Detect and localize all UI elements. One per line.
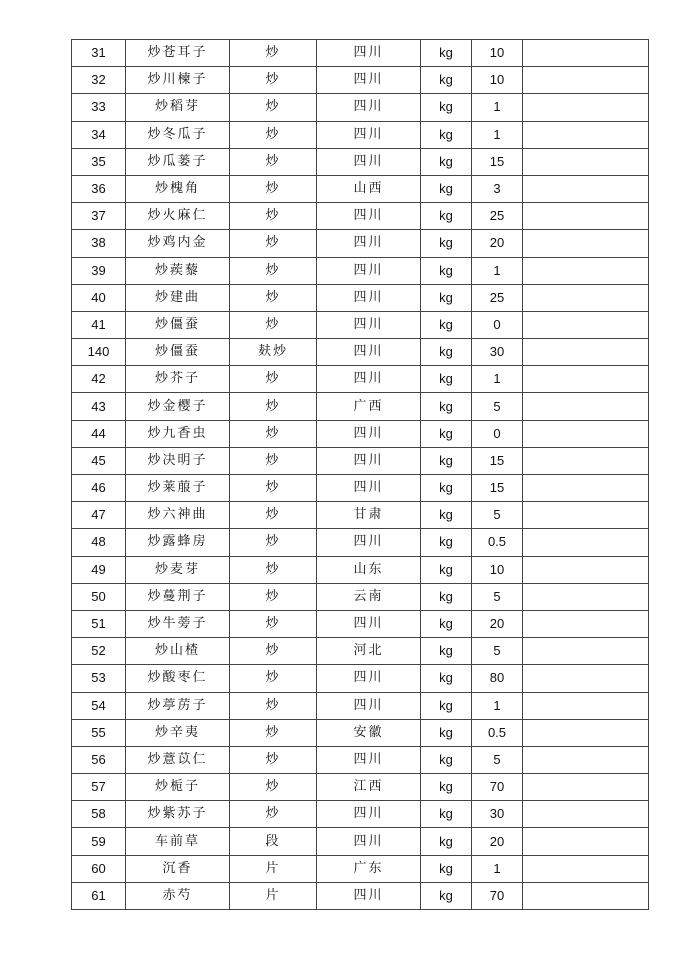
origin-cell: 四川 [317,284,421,311]
herb-name-cell: 炒火麻仁 [126,203,230,230]
row-number-cell: 48 [72,529,126,556]
note-cell [523,801,649,828]
origin-cell: 四川 [317,94,421,121]
note-cell [523,203,649,230]
row-number-cell: 39 [72,257,126,284]
quantity-cell: 30 [472,339,523,366]
herb-name-cell: 炒薏苡仁 [126,746,230,773]
row-number-cell: 46 [72,475,126,502]
quantity-cell: 5 [472,583,523,610]
quantity-cell: 70 [472,774,523,801]
herb-name-cell: 炒僵蚕 [126,311,230,338]
table-row [72,475,649,502]
herb-name-cell: 车前草 [126,828,230,855]
unit-cell: kg [421,583,472,610]
note-cell [523,67,649,94]
process-method-cell: 炒 [230,257,317,284]
note-cell [523,121,649,148]
quantity-cell: 3 [472,175,523,202]
herb-name-cell: 炒稻芽 [126,94,230,121]
herb-name-cell: 炒僵蚕 [126,339,230,366]
quantity-cell: 1 [472,366,523,393]
table-row [72,40,649,67]
unit-cell: kg [421,203,472,230]
row-number-cell: 36 [72,175,126,202]
note-cell [523,855,649,882]
note-cell [523,339,649,366]
herb-name-cell: 沉香 [126,855,230,882]
note-cell [523,257,649,284]
quantity-cell: 1 [472,692,523,719]
note-cell [523,502,649,529]
origin-cell: 四川 [317,339,421,366]
row-number-cell: 42 [72,366,126,393]
process-method-cell: 炒 [230,420,317,447]
origin-cell: 四川 [317,311,421,338]
origin-cell: 四川 [317,420,421,447]
origin-cell: 四川 [317,121,421,148]
origin-cell: 四川 [317,529,421,556]
table-row [72,665,649,692]
table-row [72,366,649,393]
process-method-cell: 炒 [230,746,317,773]
note-cell [523,610,649,637]
process-method-cell: 炒 [230,175,317,202]
quantity-cell: 30 [472,801,523,828]
herb-name-cell: 炒苍耳子 [126,40,230,67]
row-number-cell: 59 [72,828,126,855]
note-cell [523,665,649,692]
unit-cell: kg [421,882,472,909]
table-row [72,502,649,529]
origin-cell: 江西 [317,774,421,801]
origin-cell: 四川 [317,801,421,828]
note-cell [523,40,649,67]
origin-cell: 广西 [317,393,421,420]
unit-cell: kg [421,284,472,311]
herb-name-cell: 炒六神曲 [126,502,230,529]
quantity-cell: 5 [472,746,523,773]
row-number-cell: 51 [72,610,126,637]
row-number-cell: 45 [72,447,126,474]
quantity-cell: 5 [472,393,523,420]
table-row [72,447,649,474]
process-method-cell: 炒 [230,230,317,257]
table-row [72,719,649,746]
process-method-cell: 炒 [230,284,317,311]
table-row [72,230,649,257]
row-number-cell: 38 [72,230,126,257]
row-number-cell: 37 [72,203,126,230]
origin-cell: 山西 [317,175,421,202]
row-number-cell: 33 [72,94,126,121]
quantity-cell: 5 [472,638,523,665]
unit-cell: kg [421,828,472,855]
quantity-cell: 1 [472,257,523,284]
quantity-cell: 1 [472,94,523,121]
row-number-cell: 61 [72,882,126,909]
process-method-cell: 炒 [230,583,317,610]
row-number-cell: 53 [72,665,126,692]
origin-cell: 甘肃 [317,502,421,529]
row-number-cell: 40 [72,284,126,311]
unit-cell: kg [421,556,472,583]
note-cell [523,529,649,556]
note-cell [523,746,649,773]
row-number-cell: 60 [72,855,126,882]
quantity-cell: 20 [472,610,523,637]
herb-name-cell: 炒建曲 [126,284,230,311]
quantity-cell: 10 [472,556,523,583]
process-method-cell: 炒 [230,40,317,67]
origin-cell: 四川 [317,447,421,474]
herb-name-cell: 炒川楝子 [126,67,230,94]
table-row [72,175,649,202]
row-number-cell: 140 [72,339,126,366]
herb-name-cell: 炒蒺藜 [126,257,230,284]
process-method-cell: 炒 [230,121,317,148]
process-method-cell: 炒 [230,502,317,529]
table-row [72,855,649,882]
herb-table [71,39,649,910]
table-row [72,638,649,665]
note-cell [523,175,649,202]
unit-cell: kg [421,311,472,338]
process-method-cell: 炒 [230,203,317,230]
table-row [72,828,649,855]
note-cell [523,882,649,909]
unit-cell: kg [421,420,472,447]
unit-cell: kg [421,393,472,420]
unit-cell: kg [421,746,472,773]
herb-name-cell: 炒九香虫 [126,420,230,447]
origin-cell: 四川 [317,882,421,909]
unit-cell: kg [421,719,472,746]
process-method-cell: 炒 [230,719,317,746]
quantity-cell: 1 [472,855,523,882]
note-cell [523,556,649,583]
herb-name-cell: 炒紫苏子 [126,801,230,828]
origin-cell: 安徽 [317,719,421,746]
quantity-cell: 5 [472,502,523,529]
process-method-cell: 炒 [230,801,317,828]
table-row [72,339,649,366]
table-row [72,311,649,338]
note-cell [523,692,649,719]
process-method-cell: 片 [230,855,317,882]
row-number-cell: 52 [72,638,126,665]
origin-cell: 四川 [317,67,421,94]
origin-cell: 四川 [317,746,421,773]
table-row [72,746,649,773]
row-number-cell: 49 [72,556,126,583]
herb-name-cell: 炒栀子 [126,774,230,801]
quantity-cell: 80 [472,665,523,692]
herb-name-cell: 炒决明子 [126,447,230,474]
table-row [72,94,649,121]
process-method-cell: 炒 [230,692,317,719]
unit-cell: kg [421,801,472,828]
note-cell [523,311,649,338]
origin-cell: 广东 [317,855,421,882]
row-number-cell: 56 [72,746,126,773]
origin-cell: 四川 [317,692,421,719]
quantity-cell: 25 [472,284,523,311]
quantity-cell: 0.5 [472,719,523,746]
table-row [72,203,649,230]
unit-cell: kg [421,529,472,556]
process-method-cell: 炒 [230,366,317,393]
note-cell [523,366,649,393]
herb-name-cell: 炒辛夷 [126,719,230,746]
unit-cell: kg [421,610,472,637]
table-row [72,420,649,447]
process-method-cell: 炒 [230,665,317,692]
table-row [72,529,649,556]
row-number-cell: 43 [72,393,126,420]
process-method-cell: 炒 [230,638,317,665]
process-method-cell: 炒 [230,311,317,338]
quantity-cell: 10 [472,40,523,67]
process-method-cell: 炒 [230,529,317,556]
table-row [72,121,649,148]
unit-cell: kg [421,94,472,121]
row-number-cell: 41 [72,311,126,338]
quantity-cell: 20 [472,828,523,855]
origin-cell: 四川 [317,665,421,692]
origin-cell: 四川 [317,828,421,855]
unit-cell: kg [421,638,472,665]
herb-name-cell: 炒酸枣仁 [126,665,230,692]
herb-name-cell: 炒槐角 [126,175,230,202]
origin-cell: 四川 [317,230,421,257]
unit-cell: kg [421,692,472,719]
process-method-cell: 炒 [230,774,317,801]
herb-name-cell: 炒冬瓜子 [126,121,230,148]
origin-cell: 四川 [317,40,421,67]
quantity-cell: 10 [472,67,523,94]
process-method-cell: 麸炒 [230,339,317,366]
row-number-cell: 57 [72,774,126,801]
note-cell [523,774,649,801]
table-row [72,284,649,311]
process-method-cell: 炒 [230,148,317,175]
note-cell [523,719,649,746]
origin-cell: 河北 [317,638,421,665]
row-number-cell: 35 [72,148,126,175]
quantity-cell: 15 [472,447,523,474]
origin-cell: 四川 [317,610,421,637]
unit-cell: kg [421,339,472,366]
process-method-cell: 炒 [230,67,317,94]
quantity-cell: 1 [472,121,523,148]
quantity-cell: 0.5 [472,529,523,556]
note-cell [523,94,649,121]
process-method-cell: 炒 [230,475,317,502]
table-row [72,556,649,583]
herb-name-cell: 炒蔓荆子 [126,583,230,610]
herb-name-cell: 炒山楂 [126,638,230,665]
origin-cell: 山东 [317,556,421,583]
quantity-cell: 0 [472,311,523,338]
row-number-cell: 55 [72,719,126,746]
note-cell [523,583,649,610]
table-row [72,801,649,828]
row-number-cell: 58 [72,801,126,828]
note-cell [523,475,649,502]
table-row [72,692,649,719]
row-number-cell: 47 [72,502,126,529]
unit-cell: kg [421,774,472,801]
table-row [72,610,649,637]
table-body [72,40,649,910]
process-method-cell: 炒 [230,94,317,121]
unit-cell: kg [421,665,472,692]
unit-cell: kg [421,230,472,257]
process-method-cell: 炒 [230,610,317,637]
herb-name-cell: 炒牛蒡子 [126,610,230,637]
unit-cell: kg [421,447,472,474]
quantity-cell: 15 [472,148,523,175]
table-row [72,67,649,94]
herb-name-cell: 炒金樱子 [126,393,230,420]
row-number-cell: 54 [72,692,126,719]
unit-cell: kg [421,502,472,529]
note-cell [523,420,649,447]
unit-cell: kg [421,366,472,393]
unit-cell: kg [421,67,472,94]
note-cell [523,828,649,855]
unit-cell: kg [421,121,472,148]
origin-cell: 四川 [317,203,421,230]
quantity-cell: 15 [472,475,523,502]
note-cell [523,447,649,474]
herb-name-cell: 炒麦芽 [126,556,230,583]
table-row [72,882,649,909]
process-method-cell: 炒 [230,393,317,420]
unit-cell: kg [421,475,472,502]
quantity-cell: 0 [472,420,523,447]
row-number-cell: 34 [72,121,126,148]
process-method-cell: 片 [230,882,317,909]
table-row [72,148,649,175]
unit-cell: kg [421,175,472,202]
row-number-cell: 50 [72,583,126,610]
herb-name-cell: 炒葶苈子 [126,692,230,719]
herb-name-cell: 炒鸡内金 [126,230,230,257]
herb-name-cell: 炒瓜蒌子 [126,148,230,175]
quantity-cell: 70 [472,882,523,909]
quantity-cell: 25 [472,203,523,230]
herb-name-cell: 赤芍 [126,882,230,909]
table-row [72,257,649,284]
process-method-cell: 炒 [230,556,317,583]
origin-cell: 四川 [317,257,421,284]
note-cell [523,230,649,257]
origin-cell: 四川 [317,366,421,393]
herb-name-cell: 炒露蜂房 [126,529,230,556]
note-cell [523,284,649,311]
unit-cell: kg [421,257,472,284]
table-row [72,583,649,610]
row-number-cell: 44 [72,420,126,447]
note-cell [523,638,649,665]
unit-cell: kg [421,148,472,175]
note-cell [523,393,649,420]
origin-cell: 四川 [317,475,421,502]
process-method-cell: 段 [230,828,317,855]
note-cell [523,148,649,175]
origin-cell: 四川 [317,148,421,175]
row-number-cell: 32 [72,67,126,94]
unit-cell: kg [421,40,472,67]
table-row [72,393,649,420]
table-row [72,774,649,801]
unit-cell: kg [421,855,472,882]
process-method-cell: 炒 [230,447,317,474]
herb-name-cell: 炒莱菔子 [126,475,230,502]
quantity-cell: 20 [472,230,523,257]
herb-name-cell: 炒芥子 [126,366,230,393]
row-number-cell: 31 [72,40,126,67]
origin-cell: 云南 [317,583,421,610]
